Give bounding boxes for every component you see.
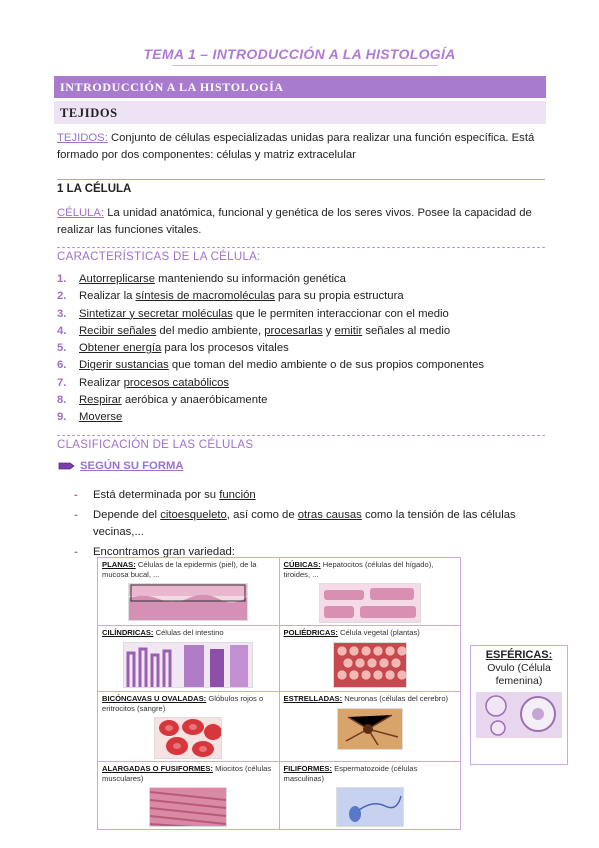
arrow-right-icon bbox=[58, 461, 76, 471]
segun-su-forma-heading: SEGÚN SU FORMA bbox=[80, 460, 184, 472]
estrelladas-micrograph bbox=[337, 708, 403, 750]
title-underline bbox=[172, 65, 438, 66]
alargadas-micrograph bbox=[149, 787, 227, 827]
caracteristicas-list bbox=[57, 271, 545, 427]
tejidos-definition bbox=[57, 130, 545, 163]
list-item: 5. Obtener energía para los procesos vitales bbox=[57, 342, 289, 355]
page-title: TEMA 1 – INTRODUCCIÓN A LA HISTOLOGÍA bbox=[143, 46, 456, 62]
list-item: 8. Respirar aeróbica y anaeróbicamente bbox=[57, 394, 268, 407]
tejidos-text: Conjunto de células especializadas unidas para realizar una función específica. Está formado por dos componentes: células y matriz extracelular bbox=[57, 132, 535, 161]
list-item: - Depende del citoesqueleto, así como de otras causas como la tensión de las células vecinas,... bbox=[74, 509, 516, 538]
cell-type-filiformes: FILIFORMES: Espermatozoide (células masculinas) bbox=[279, 762, 461, 830]
list-item: 7. Realizar procesos catabólicos bbox=[57, 376, 230, 389]
section-band-introduccion bbox=[54, 76, 546, 98]
section-band-tejidos bbox=[54, 101, 546, 124]
esfericas-name: ESFÉRICAS: bbox=[485, 649, 553, 661]
list-item: - Encontramos gran variedad: bbox=[74, 546, 235, 558]
cell-type-cubicas: CÚBICAS: Hepatocitos (células del hígado), tiroides, ... bbox=[279, 558, 461, 626]
divider bbox=[57, 247, 545, 248]
esfericas-micrograph bbox=[476, 692, 562, 738]
band-intro-label: INTRODUCCIÓN A LA HISTOLOGÍA bbox=[60, 80, 284, 94]
planas-micrograph bbox=[128, 583, 248, 621]
esfericas-desc: Ovulo (Célula femenina) bbox=[487, 662, 551, 687]
clasificacion-heading: CLASIFICACIÓN DE LAS CÉLULAS bbox=[57, 439, 254, 451]
celula-definition bbox=[57, 205, 545, 238]
cell-shapes-table bbox=[97, 557, 461, 830]
list-item: 1. Autorreplicarse manteniendo su información genética bbox=[57, 273, 346, 285]
band-tejidos-label: TEJIDOS bbox=[60, 106, 118, 120]
celula-term: CÉLULA: bbox=[57, 207, 105, 219]
list-item: 2. Realizar la síntesis de macromoléculas para su propia estructura bbox=[57, 290, 404, 303]
list-item: - Está determinada por su función bbox=[74, 489, 256, 501]
cell-type-planas: PLANAS: Células de la epidermis (piel), de la mucosa bucal, ... bbox=[98, 558, 280, 626]
biconcavas-micrograph bbox=[154, 717, 222, 759]
cell-type-poliedricas: POLIÉDRICAS: Célula vegetal (plantas) bbox=[279, 626, 461, 692]
cell-type-cilindricas: CILÍNDRICAS: Células del intestino bbox=[98, 626, 280, 692]
poliedricas-micrograph bbox=[333, 642, 407, 688]
divider bbox=[57, 435, 545, 436]
section-heading-la-celula: 1 LA CÉLULA bbox=[57, 183, 132, 195]
list-item: 9. Moverse bbox=[57, 411, 123, 424]
caracteristicas-heading: CARACTERÍSTICAS DE LA CÉLULA: bbox=[57, 251, 261, 263]
cell-type-estrelladas: ESTRELLADAS: Neuronas (células del cerebro) bbox=[279, 692, 461, 762]
cilindricas-micrograph bbox=[123, 642, 253, 688]
tejidos-term: TEJIDOS: bbox=[57, 132, 108, 144]
list-item: 6. Digerir sustancias que toman del medio ambiente o de sus propios componentes bbox=[57, 359, 485, 372]
divider bbox=[57, 179, 545, 180]
cell-type-esfericas bbox=[470, 645, 568, 765]
cell-type-biconcavas: BICÓNCAVAS U OVALADAS: Glóbulos rojos o eritrocitos (sangre) bbox=[98, 692, 280, 762]
celula-text: La unidad anatómica, funcional y genética de los seres vivos. Posee la capacidad de realizar las funciones vitales. bbox=[57, 207, 532, 236]
list-item: 3. Sintetizar y secretar moléculas que le permiten interaccionar con el medio bbox=[57, 307, 449, 320]
forma-bullets bbox=[74, 487, 544, 564]
filiformes-micrograph bbox=[336, 787, 404, 827]
list-item: 4. Recibir señales del medio ambiente, procesarlas y emitir señales al medio bbox=[57, 324, 451, 337]
cell-type-alargadas: ALARGADAS O FUSIFORMES: Miocitos (células musculares) bbox=[98, 762, 280, 830]
cubicas-micrograph bbox=[319, 583, 421, 623]
